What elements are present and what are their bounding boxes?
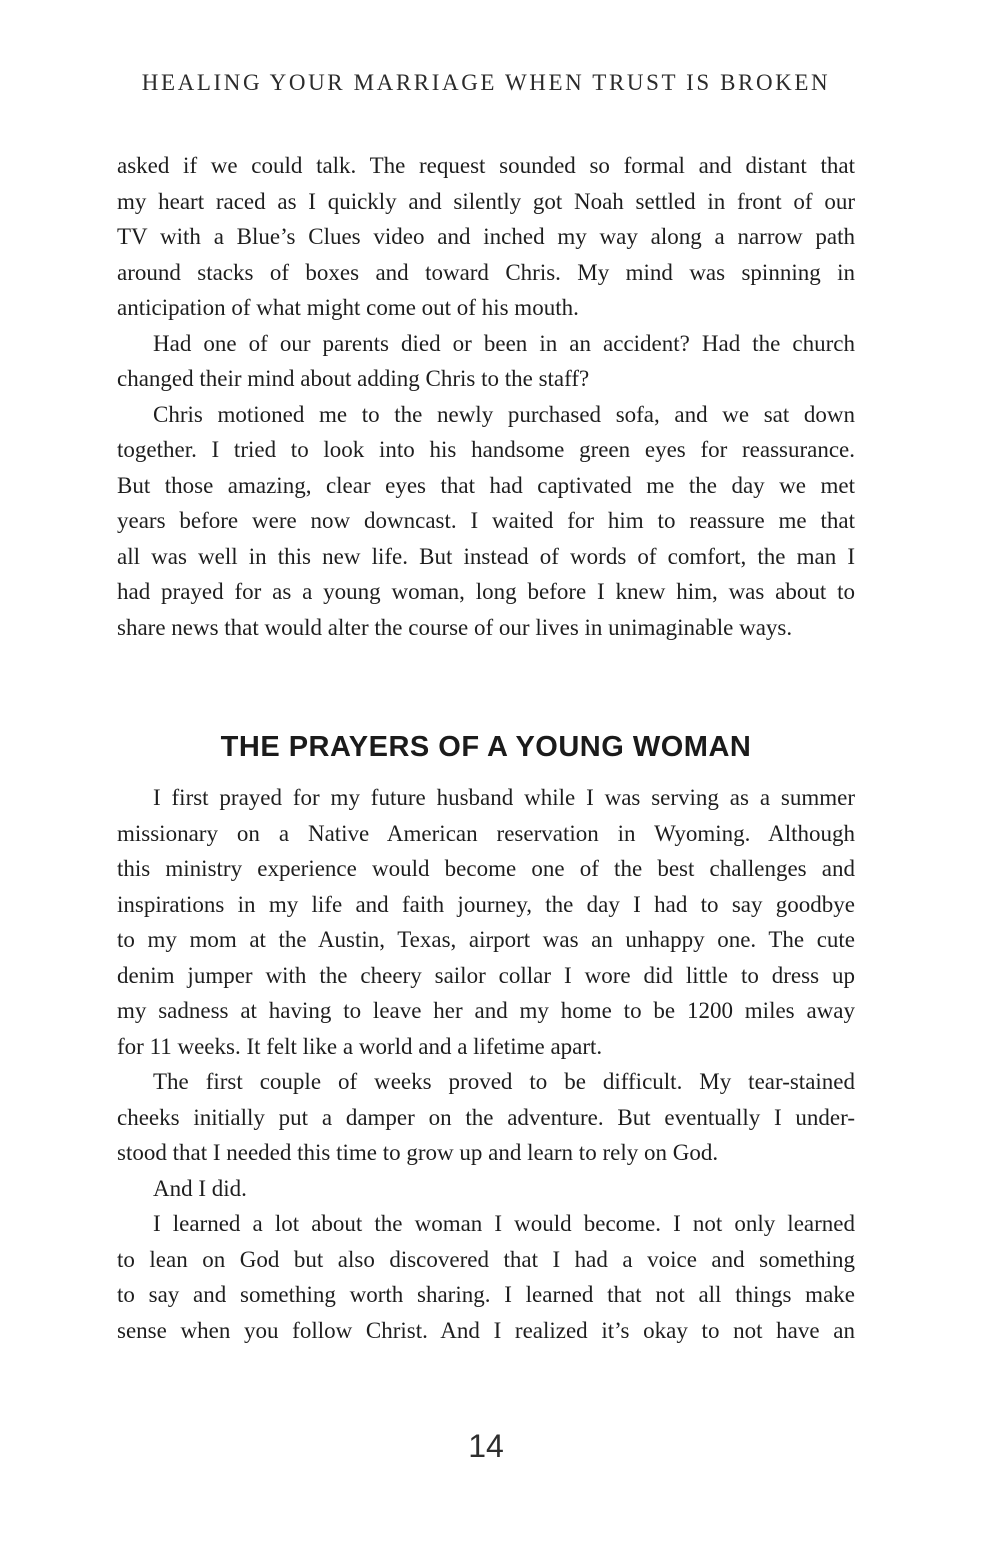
text-line: missionary on a Native American reservation in Wyoming. Although <box>117 820 855 846</box>
text-line: cheeks initially put a damper on the adventure. But eventually I under- <box>117 1104 855 1130</box>
text-line: for 11 weeks. It felt like a world and a lifetime apart. <box>117 1033 603 1059</box>
text-line: Had one of our parents died or been in an accident? Had the church <box>153 330 855 356</box>
text-line: my sadness at having to leave her and my home to be 1200 miles away <box>117 998 855 1023</box>
text-line: asked if we could talk. The request sounded so formal and distant that <box>117 153 855 178</box>
text-line: The first couple of weeks proved to be difficult. My tear-stained <box>153 1069 855 1094</box>
text-line: to lean on God but also discovered that I had a voice and something <box>117 1246 855 1272</box>
text-line: I learned a lot about the woman I would become. I not only learned <box>153 1211 855 1236</box>
text-line: to say and something worth sharing. I learned that not all things make <box>117 1282 855 1307</box>
text-line: And I did. <box>153 1175 247 1201</box>
text-line: I first prayed for my future husband while I was serving as a summer <box>153 785 855 810</box>
text-line: changed their mind about adding Chris to the staff? <box>117 366 590 391</box>
text-line: share news that would alter the course of our lives in unimaginable ways. <box>117 614 793 640</box>
section-body <box>117 148 855 645</box>
text-line: all was well in this new life. But instead of words of comfort, the man I <box>117 543 855 569</box>
text-line: to my mom at the Austin, Texas, airport was an unhappy one. The cute <box>117 927 855 952</box>
section-heading: THE PRAYERS OF A YOUNG WOMAN <box>220 731 752 763</box>
text-line: around stacks of boxes and toward Chris. My mind was spinning in <box>117 259 855 285</box>
text-line: this ministry experience would become one of the best challenges and <box>117 856 855 881</box>
text-line: together. I tried to look into his handsome green eyes for reassurance. <box>117 437 855 462</box>
running-header: HEALING YOUR MARRIAGE WHEN TRUST IS BROKEN <box>141 70 831 95</box>
text-line: Chris motioned me to the newly purchased sofa, and we sat down <box>153 401 855 427</box>
text-line: anticipation of what might come out of his mouth. <box>117 295 579 320</box>
text-line: had prayed for as a young woman, long before I knew him, was about to <box>117 579 855 604</box>
text-line: my heart raced as I quickly and silently got Noah settled in front of our <box>117 188 855 214</box>
text-line: sense when you follow Christ. And I realized it’s okay to not have an <box>117 1317 855 1343</box>
text-line: But those amazing, clear eyes that had captivated me the day we met <box>117 472 855 498</box>
text-line: inspirations in my life and faith journey, the day I had to say goodbye <box>117 891 855 917</box>
text-line: stood that I needed this time to grow up and learn to rely on God. <box>117 1140 719 1165</box>
text-line: years before were now downcast. I waited for him to reassure me that <box>117 508 855 533</box>
section-body <box>117 780 855 1348</box>
text-line: TV with a Blue’s Clues video and inched my way along a narrow path <box>117 224 855 249</box>
page-number: 14 <box>468 1428 504 1464</box>
page-body <box>117 148 855 1348</box>
text-line: denim jumper with the cheery sailor collar I wore did little to dress up <box>117 962 855 988</box>
